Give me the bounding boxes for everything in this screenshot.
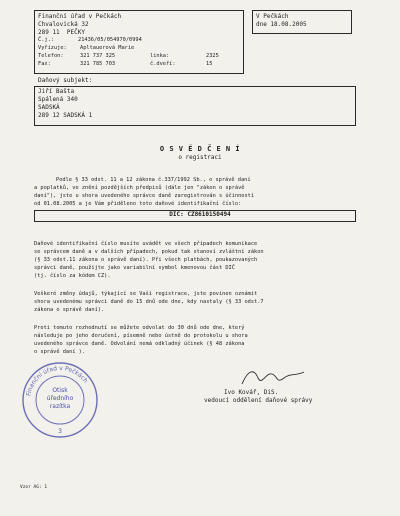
paragraph-2-line-2: se správcem daně a v dalších případech, pokud tak stanoví zvláštní zákon — [34, 249, 264, 255]
paragraph-1-line-4: od 01.08.2005 a je Vám přiděleno toto daňové identifikační číslo: — [34, 201, 242, 207]
paragraph-4-line-1: Proti tomuto rozhodnutí se můžete odvolat do 30 dnů ode dne, který — [34, 325, 245, 331]
authority-name: Finanční úřad v Pečkách — [38, 13, 122, 20]
paragraph-2-line-4: správci daně, použijte jako variabilní symbol kmenovou část DIČ — [34, 265, 235, 271]
paragraph-4-line-3: uvedeného správce daně. Odvolání nemá odkladný účinek (§ 48 zákona — [34, 341, 245, 347]
paragraph-4-line-4: o správě daní ). — [34, 349, 86, 355]
stamp-number: 3 — [58, 428, 62, 435]
fax-label: Fax: — [38, 61, 51, 67]
office-stamp — [20, 360, 100, 440]
document-title: O S V Ě D Č E N Í — [159, 145, 241, 153]
floor-label: č.dveří: — [150, 61, 176, 67]
place: V Pečkách — [256, 13, 289, 20]
phone-value: 321 737 325 — [80, 53, 116, 59]
ref-value: 21436/05/054970/0994 — [78, 37, 142, 43]
signatory-name: Ivo Kovář, DiS. — [224, 389, 279, 396]
paragraph-4-line-2: následuje po jeho doručení, písemně nebo ústně do protokolu u shora — [34, 333, 248, 339]
form-code: Vzor AG: 1 — [20, 485, 48, 490]
dic-value: DIČ: CZ8610150494 — [169, 211, 231, 218]
paragraph-3-line-2: shora uvedenému správci daně do 15 dnů ode dne, kdy nastaly (§ 33 odst.7 — [34, 299, 264, 305]
authority-zip-city: 289 11 PEČKY — [38, 29, 85, 36]
authority-street: Chvalovická 32 — [38, 21, 89, 28]
signatory-role: vedoucí oddělení daňové správy — [204, 397, 313, 404]
subject-street: Spálená 340 — [38, 96, 78, 103]
subject-name: Jiří Bašta — [38, 88, 75, 95]
paragraph-1-line-2: a poplatků, ve znění pozdějších předpisů (dále jen "zákon o správě — [34, 185, 245, 191]
paragraph-1-line-3: daní"), jste u shora uvedeného správce daně zaregistrován s účinností — [34, 193, 255, 199]
paragraph-1-line-1: Podle § 33 odst. 11 a 12 zákona č.337/1992 Sb., o správě daní — [56, 177, 251, 183]
fax-value: 321 785 703 — [80, 61, 116, 67]
floor-value: 15 — [206, 61, 213, 67]
ref-label: Č.j.: — [38, 37, 54, 43]
paragraph-2-line-3: (§ 33 odst.11 zákona o správě daní). Při všech platbách, poukazovaných — [34, 257, 258, 263]
subject-zip-city: 289 12 SADSKÁ 1 — [38, 112, 93, 119]
handled-label: Vyřizuje: — [38, 45, 67, 51]
phone-label: Telefon: — [38, 53, 64, 59]
handwritten-signature — [238, 364, 308, 390]
paragraph-3-line-1: Veškeré změny údajů, týkající se Vaší registrace, jste povinen oznámit — [34, 291, 258, 297]
paragraph-3-line-3: zákona o správě daní). — [34, 307, 105, 313]
issue-date: dne 18.08.2005 — [256, 21, 307, 28]
subject-city: SADSKÁ — [38, 104, 60, 111]
ext-value: 2325 — [206, 53, 219, 59]
paragraph-2-line-5: (tj. číslo za kódem CZ). — [34, 273, 111, 279]
subject-box — [34, 86, 356, 126]
subject-label: Daňový subjekt: — [38, 77, 93, 84]
document-subtitle: o registraci — [178, 154, 222, 161]
stamp-line-3: razítka — [49, 403, 71, 410]
stamp-outer-text: Finanční úřad v Pečkách — [25, 364, 89, 397]
stamp-line-1: Otisk — [52, 387, 68, 394]
handled-value: Apltauerová Marie — [80, 45, 135, 51]
stamp-line-2: úředního — [46, 395, 74, 402]
paragraph-2-line-1: Daňové identifikační číslo musíte uvádět ve všech případech komunikace — [34, 241, 258, 247]
ext-label: linka: — [150, 53, 170, 59]
